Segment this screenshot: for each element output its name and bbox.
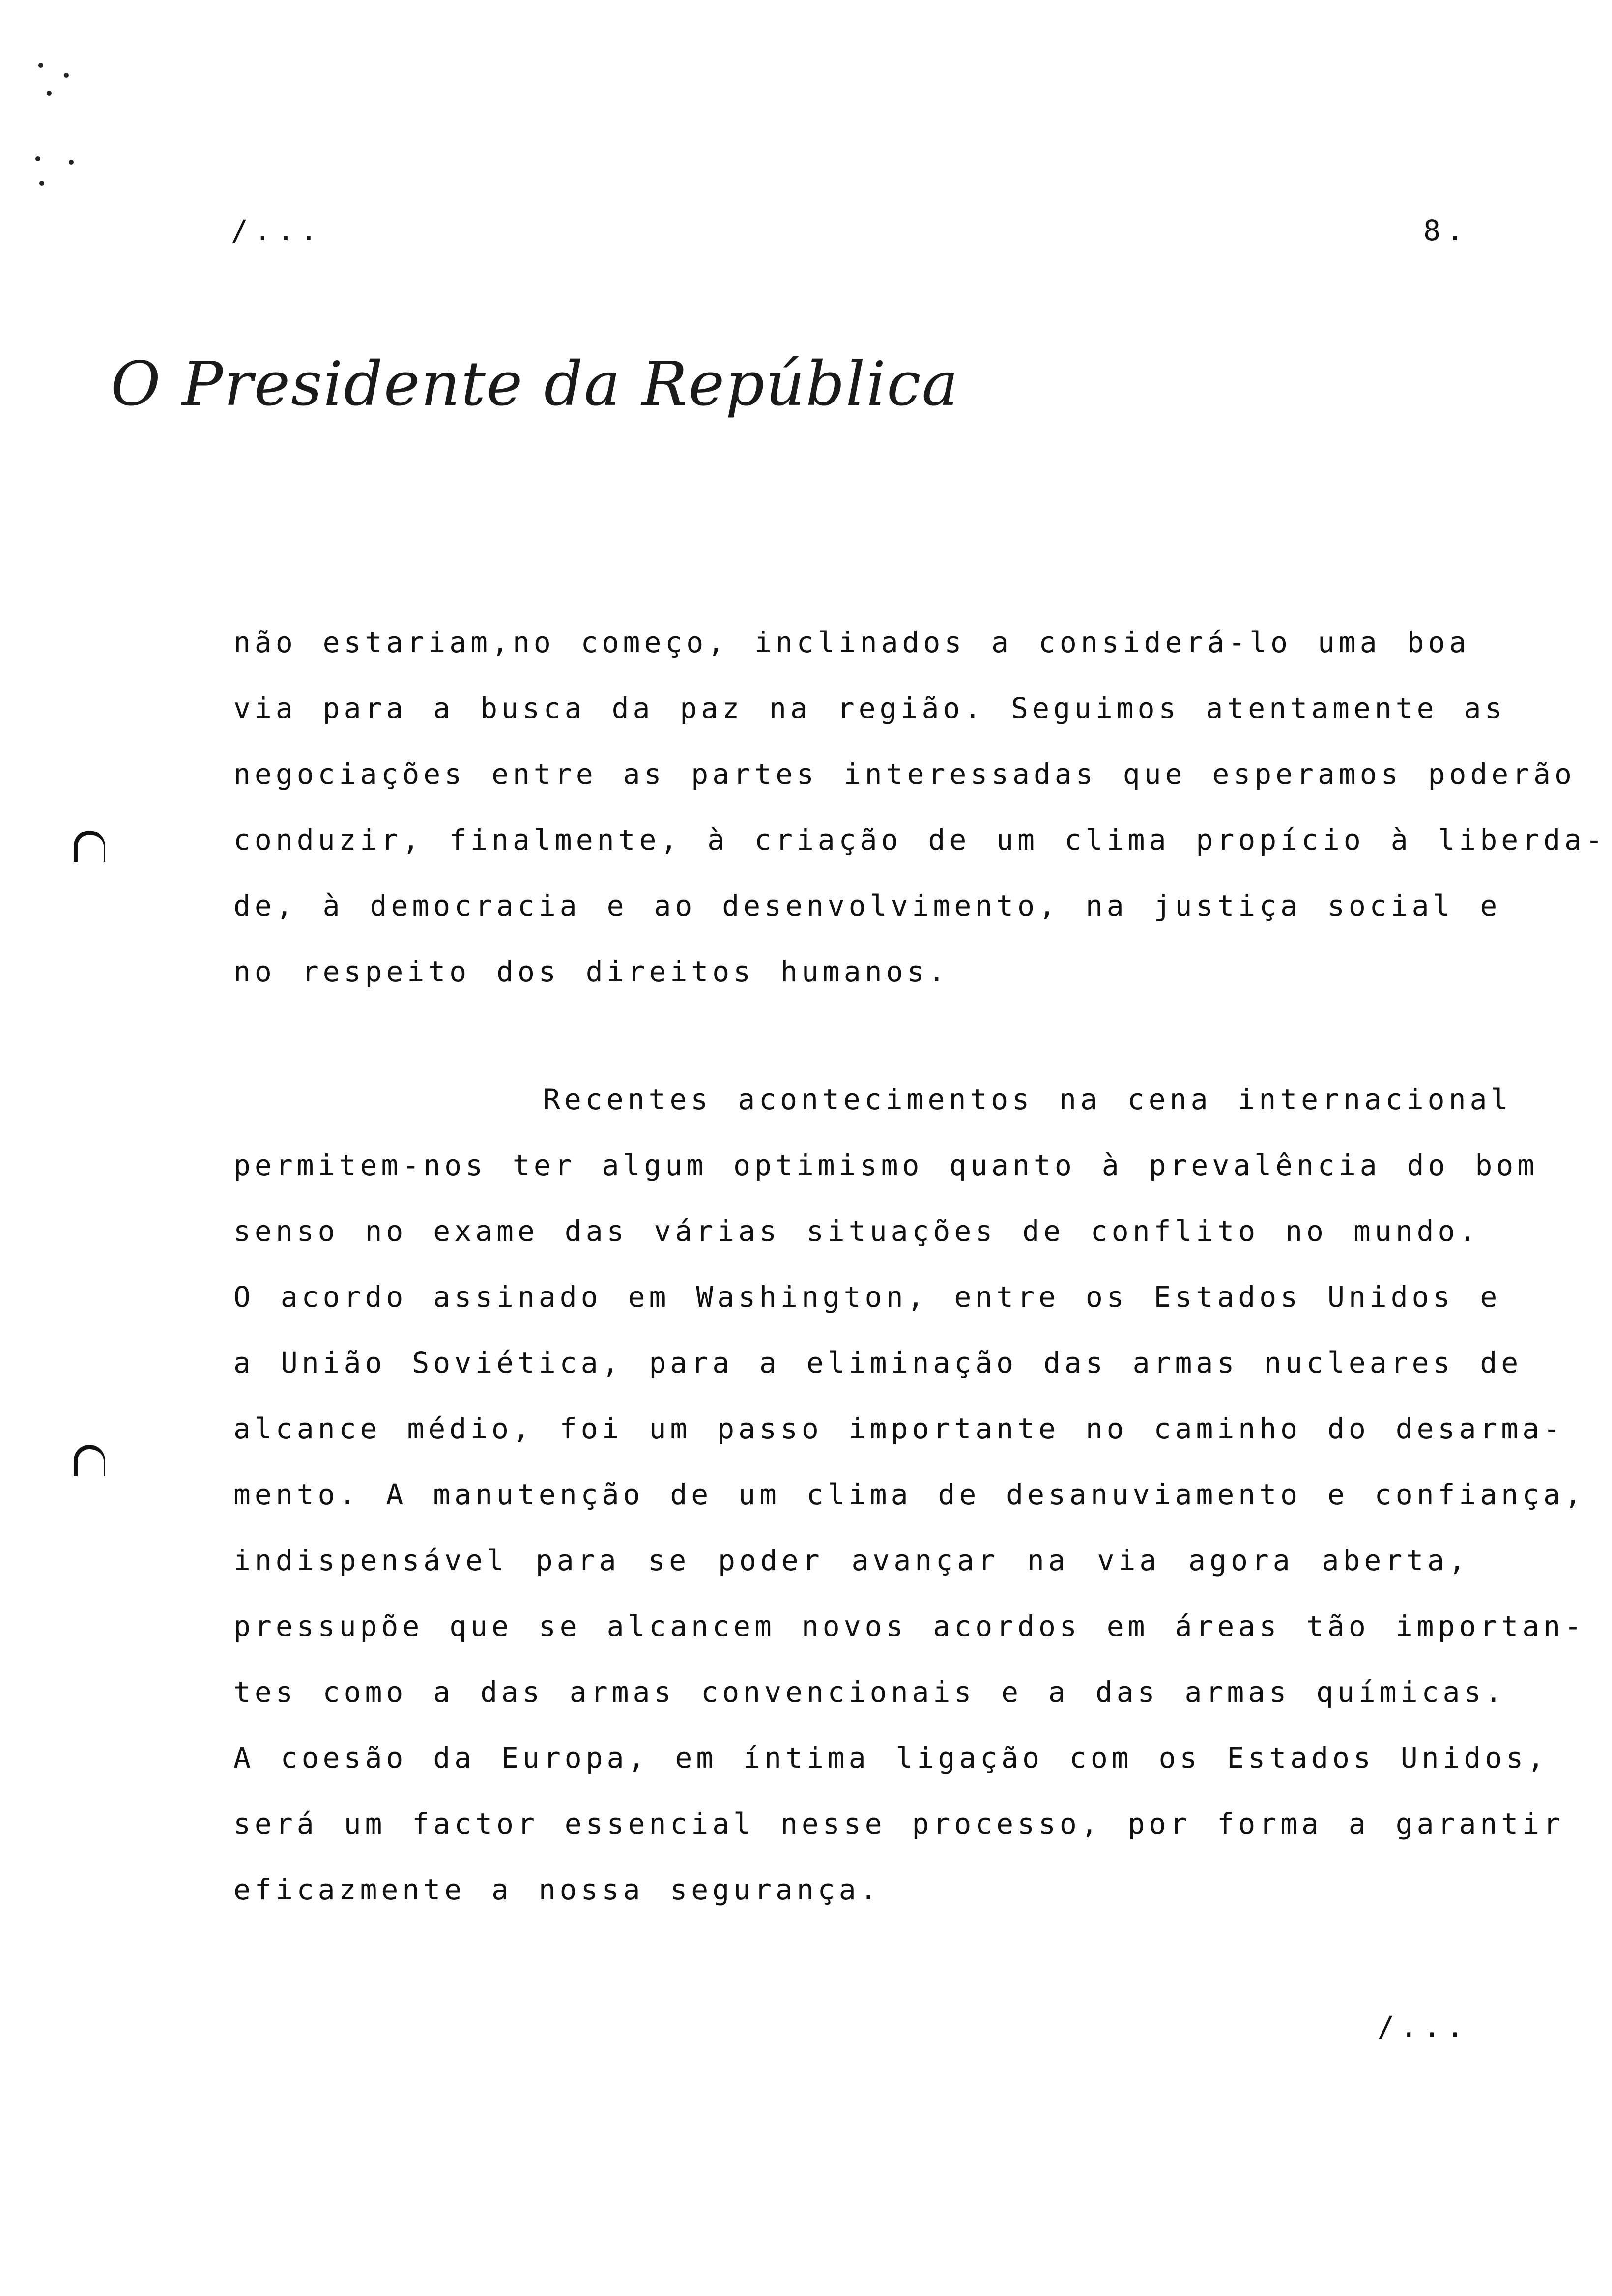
text-line: senso no exame das várias situações de conflito no mundo. (233, 1214, 1480, 1248)
page-number: 8. (1423, 214, 1469, 247)
text-line: será um factor essencial nesse processo, por forma a garantir (233, 1807, 1565, 1840)
text-line: negociações entre as partes interessadas que esperamos poderão (233, 757, 1576, 791)
letterhead-title: O Presidente da República (111, 349, 959, 420)
punch-mark (69, 160, 74, 165)
text-line: permitem-nos ter algum optimismo quanto à prevalência do bom (233, 1148, 1539, 1182)
text-line: indispensável para se poder avançar na via agora aberta, (233, 1544, 1469, 1577)
text-line: conduzir, finalmente, à criação de um clima propício à liberda- (233, 823, 1607, 857)
text-line: Recentes acontecimentos na cena internacional (543, 1083, 1512, 1116)
text-line: pressupõe que se alcancem novos acordos em áreas tão importan- (233, 1609, 1585, 1643)
continuation-marker-top: /... (231, 214, 323, 247)
text-line: eficazmente a nossa segurança. (233, 1873, 881, 1906)
text-line: não estariam,no começo, inclinados a considerá-lo uma boa (233, 626, 1470, 659)
text-line: mento. A manutenção de um clima de desanuviamento e confiança, (233, 1478, 1585, 1511)
text-line: A coesão da Europa, em íntima ligação com os Estados Unidos, (233, 1741, 1549, 1775)
punch-mark (39, 181, 44, 186)
text-line: O acordo assinado em Washington, entre os Estados Unidos e (233, 1280, 1501, 1314)
punch-mark (38, 63, 43, 68)
text-line: a União Soviética, para a eliminação das armas nucleares de (233, 1346, 1523, 1379)
margin-mark (74, 831, 105, 862)
punch-mark (64, 73, 69, 78)
text-line: alcance médio, foi um passo importante no caminho do desarma- (233, 1412, 1565, 1445)
paragraph-2 (233, 1066, 1585, 1923)
margin-mark (74, 1445, 105, 1476)
text-line: no respeito dos direitos humanos. (233, 955, 950, 988)
punch-mark (47, 91, 52, 96)
text-line: tes como a das armas convencionais e a das armas químicas. (233, 1675, 1506, 1709)
text-line: via para a busca da paz na região. Seguimos atentamente as (233, 691, 1506, 725)
continuation-marker-bottom: /... (1377, 2010, 1469, 2043)
paragraph-1 (233, 609, 1607, 1004)
punch-mark (35, 156, 40, 161)
text-line: de, à democracia e ao desenvolvimento, na justiça social e (233, 889, 1501, 922)
